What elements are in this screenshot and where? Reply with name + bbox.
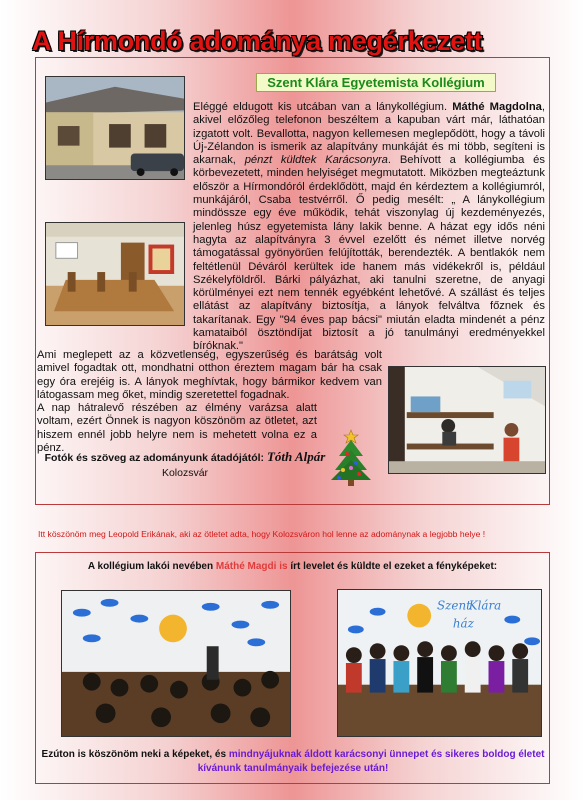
sign-text-1: Szent [437, 598, 471, 613]
credit-place: Kolozsvár [161, 467, 209, 479]
credit-name: Tóth Alpár [266, 449, 326, 464]
sign-text-2: Klára [468, 598, 502, 613]
page-title: A Hírmondó adománya megérkezett [32, 26, 483, 56]
article-paragraph-1 [193, 101, 545, 354]
heading-name: Máthé Magdi is [215, 561, 288, 572]
article-text: Eléggé eldugott kis utcában van a lánykollégium. [193, 101, 453, 113]
thanks-line: Itt köszönöm meg Leopold Erikának, aki az ötletet adta, hogy Kolozsváron hol lenne az adománynak a legjobb helye ! [38, 529, 486, 539]
article-text: . Behívott a kollégiumba és körbevezetett, minden helyiséget megmutatott. Miközben megteáztunk először a Hírmondóról érdeklődött, majd én kérdeztem a kollégiumról, munkájáról, Csaba testvérről. Ő pedig mesélt: „ A lánykollégium mindössze egy éve működik, tehát viszonylag új kezdeményezés, jelenleg húsz egyetemista lány lakik benne. A házat egy idős néni hagyta az alapítványra 3 évvel ezelőtt és német illetve norvég támogatással gyönyörűen felújították, berendezték. A bentlakók nem feltétlenül Déváról kerültek ide hanem más vidékekről is, például Székelyföldről. Bárki pályázhat, aki tanulni szeretne, de anyagi körülményei ezt nem tennék egyébként lehetővé. A szállást és teljes ellátást az alapítvány biztosítja, a lányok felváltva főznek és takarítanak. Egy "94 éves pap bácsi" miután eladta mindenét a pénz kamataiból ösztöndíjat biztosít a jó tanulmányi eredményekkel bíróknak." [193, 154, 545, 353]
college-name-label: Szent Klára Egyetemista Kollégium [256, 73, 496, 92]
photos-heading [35, 561, 550, 572]
dining-room-photo [45, 222, 185, 326]
article-text: , akivel előzőleg telefonon beszéltem a kapuban várt már, láthatóan izgatott volt. Bevallotta, nagyon kellemesen meglepődött, hogy a távoli Új-Zélandon is ismerik az alapítvány munkáját és mi több, segíteni is akarnak, [193, 101, 545, 167]
closing-highlight: mindnyájuknak áldott karácsonyi ünnepet és sikeres boldog életet kívánunk tanulmányaik befejezése után! [197, 749, 545, 774]
sign-text-3: ház [452, 616, 474, 631]
credit-label: Fotók és szöveg az adományunk átadójától: [44, 452, 265, 464]
closing-text: Ezúton is köszönöm neki a képeket, és [41, 749, 229, 760]
article-paragraph-2: Ami meglepett az a közvetlenség, egyszerűség és barátság volt amivel fogadtak ott, mondhatni otthon éreztem magam bár ha csak egy óra erejéig is. A lányok meghívtak, hogy bármikor kedvem van látogassam meg őket, mindig szeretettel fogadnak. [37, 349, 382, 401]
heading-text: írt levelet és küldte el ezeket a fényképeket: [287, 561, 498, 572]
credit-block [40, 449, 330, 481]
article-paragraph-3: A nap hátralevő részében az élmény varázsa alatt voltam, ezért Önnek is nagyon köszönöm az ötletet, azt hiszem ennél jobb helyre nem is mehetett volna ez a pénz. [37, 402, 317, 454]
christmas-tree-icon [329, 428, 373, 486]
house-photo [45, 76, 185, 180]
group-seated-photo [61, 590, 291, 737]
group-standing-photo [337, 589, 542, 737]
article-name-bold: Máthé Magdolna [452, 101, 542, 113]
heading-text: A kollégium lakói nevében [87, 561, 216, 572]
closing-note [38, 748, 548, 776]
article-text-italic: pénzt küldtek Karácsonyra [244, 154, 388, 167]
bedroom-photo [388, 366, 546, 474]
